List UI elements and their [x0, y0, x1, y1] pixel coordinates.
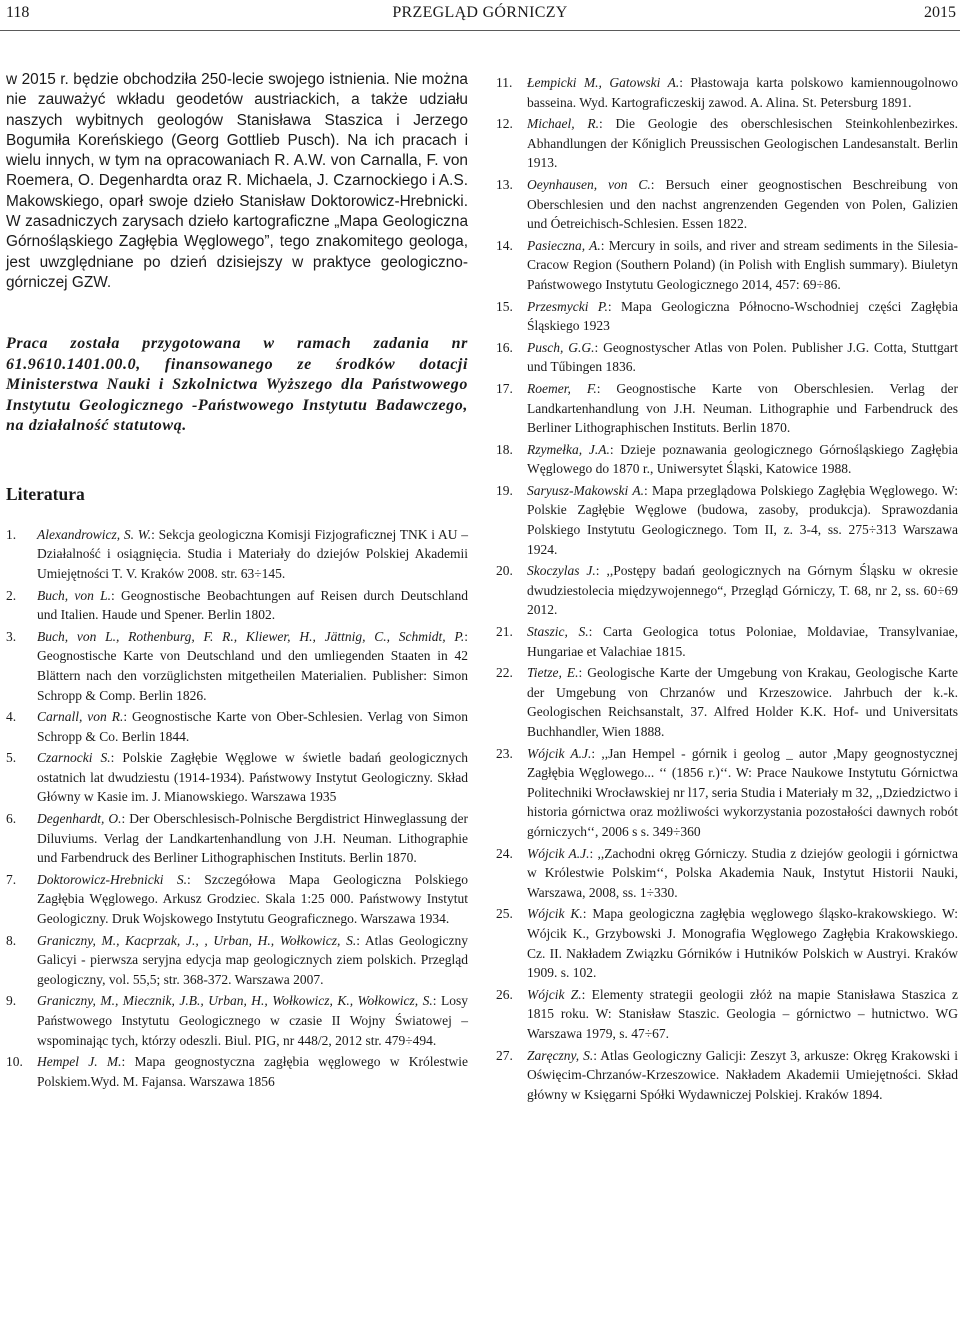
reference-text [527, 73, 958, 112]
reference-item [6, 748, 468, 807]
reference-citation: : Mapa przeglądowa Polskiego Zagłębia Węglowego. W: Polskie Zagłębie Węglowe (budowa, zasoby, produkcja). Sprawozdania Polskiego Instytutu Geologicznego. Tom II, z. 3-4, ss. 275÷313 Warszawa 1924. [527, 482, 958, 557]
reference-number: 17. [496, 380, 513, 396]
reference-item [496, 481, 958, 559]
reference-authors: Degenhardt, O. [37, 811, 122, 827]
literature-heading: Literatura [6, 483, 85, 504]
left-column [6, 70, 468, 1093]
journal-title: PRZEGLĄD GÓRNICZY [392, 4, 568, 21]
running-header [0, 2, 960, 26]
reference-list-left [6, 525, 468, 1092]
reference-citation: : ,,Jan Hempel - górnik i geolog _ autor ,Mapy geognostycznej Zagłębia Węglowego... ‘‘ (1856 r.)‘‘. W: Prace Naukowe Instytutu Górnictwa Politechniki Wrocławskiej nr l17, seria Studia i Materiały m 32, ,,Dziedzictwo i historia górnictwa oraz możliwości wykorzystania pozostałości dawnych robót górniczych‘‘, 2006 s s. 349÷360 [527, 745, 958, 839]
reference-authors: Wójcik K. [527, 906, 583, 922]
reference-item [496, 663, 958, 741]
reference-authors: Buch, von L., Rothenburg, F. R., Kliewer, H., Jättnig, C., Schmidt, P. [37, 628, 465, 644]
reference-authors: Rzymełka, J.A. [527, 441, 610, 457]
reference-citation: : Mercury in soils, and river and stream sediments in the Silesia-Cracow Region (Southern Poland) (in Polish with English summary). Biuletyn Państwowego Instytutu Geologicznego 2014, 457: 69÷86. [527, 237, 958, 292]
reference-number: 8. [6, 932, 17, 948]
reference-text [527, 744, 958, 842]
reference-number: 16. [496, 339, 513, 355]
reference-item [496, 297, 958, 336]
reference-number: 21. [496, 624, 513, 640]
reference-text [37, 707, 468, 746]
reference-text [527, 297, 958, 336]
reference-citation: : Mapa geognostyczna zagłębia węglowego w Królestwie Polskiem.Wyd. M. Fajansa. Warszawa 1856 [37, 1054, 468, 1089]
reference-authors: Doktorowicz-Hrebnicki S. [37, 871, 188, 887]
reference-number: 20. [496, 563, 513, 579]
reference-item [496, 440, 958, 479]
reference-number: 27. [496, 1047, 513, 1063]
reference-number: 26. [496, 986, 513, 1002]
reference-text [527, 844, 958, 903]
reference-authors: Saryusz-Makowski A. [527, 482, 644, 498]
reference-number: 10. [6, 1054, 23, 1070]
reference-number: 22. [496, 665, 513, 681]
reference-authors: Zaręczny, S. [527, 1047, 594, 1063]
reference-authors: Hempel J. M. [37, 1054, 122, 1070]
reference-item [6, 931, 468, 990]
reference-text [37, 991, 468, 1050]
reference-item [496, 338, 958, 377]
reference-citation: : Carta Geologica totus Poloniae, Moldaviae, Transylvaniae, Hungariae et Valachiae 1815. [527, 624, 958, 659]
reference-citation: : Geognostische Beobachtungen auf Reisen durch Deutschland und Italien. Haude und Spener. Berlin 1802. [37, 587, 468, 623]
reference-citation: : Der Oberschlesisch-Polnische Bergdistrict Hinweglassung der Diluviums. Verlag der Landkartenhandlung von J.H. Neuman. Lithographie und Farbendruck des Berliner Lithographischen Instituts. Berlin 1870. [37, 811, 468, 866]
reference-text [37, 1052, 468, 1091]
reference-text [527, 440, 958, 479]
reference-text [527, 561, 958, 620]
reference-number: 12. [496, 116, 513, 132]
reference-text [37, 809, 468, 868]
reference-text [527, 904, 958, 982]
reference-citation: : Elementy strategii geologii złóż na mapie Stanisława Staszica z 1815 roku. W: Stanisław Staszic. Geologia – górnictwo – hutnictwo. WG Warszawa 1979, s. 47÷67. [527, 986, 958, 1041]
reference-item [496, 904, 958, 982]
reference-item [496, 114, 958, 173]
reference-item [496, 175, 958, 234]
reference-number: 19. [496, 482, 513, 498]
reference-authors: Roemer, F. [527, 380, 597, 396]
reference-number: 25. [496, 906, 513, 922]
reference-text [527, 1046, 958, 1105]
reference-text [527, 236, 958, 295]
reference-number: 1. [6, 526, 17, 542]
reference-citation: : Geognostische Karte von Ober-Schlesien. Verlag von Simon Schropp & Co. Berlin 1844. [37, 709, 468, 744]
reference-authors: Wójcik A.J. [527, 845, 590, 861]
reference-item [6, 627, 468, 705]
reference-text [527, 663, 958, 741]
intro-paragraph: w 2015 r. będzie obchodziła 250-lecie swojego istnienia. Nie można nie zauważyć wkładu geodetów austriackich, a także udziału naszych wybitnych geologów Stanisława Staszica i Jerzego Bogumiła Koreńskiego (Georg Gottlieb Pusch). Na ich pracach i wielu innych, w tym na opracowaniach R. A.W. von Carnalla, F. von Roemera, O. Degenhardta oraz R. Michaela, J. Czarnockiego i A.S. Makowskiego, oparł swoje dzieło Stanisław Doktorowicz-Hrebnicki. W zasadniczych zarysach dzieło kartograficzne „Mapa Geologiczna Górnośląskiego Zagłębia Węglowego”, tego znakomitego geologa, jest uwzględniane po dzień dzisiejszy w praktyce geologiczno-górniczej GZW. [6, 71, 468, 291]
reference-citation: : Płastowaja karta polskowo kamiennougolnowo basseina. Wyd. Kartograficzeskij zawod. A. Alina. St. Petersburg 1891. [527, 75, 958, 110]
reference-authors: Staszic, S. [527, 624, 589, 640]
reference-authors: Oeynhausen, von C. [527, 176, 651, 192]
reference-number: 11. [496, 75, 513, 90]
reference-text [37, 931, 468, 990]
reference-item [6, 707, 468, 746]
reference-authors: Buch, von L. [37, 587, 112, 603]
reference-item [6, 809, 468, 868]
reference-authors: Przesmycki P. [527, 298, 608, 314]
reference-citation: : Geologische Karte der Umgebung von Krakau, Geologische Karte der Umgebung von Chrzanów und Krzeszowice. Jahrbuch der k.-k. Geologischen Reichsanstalt, 37. Alfred Holder K.K. Hof- und Universitats Buchhandler, Wien 1888. [527, 665, 958, 739]
reference-citation: : ,,Postępy badań geologicznych na Górnym Śląsku w okresie dwudziestolecia międzywojennego“, Przegląd Górniczy, T. 68, nr 2, ss. 60÷69 2012. [527, 563, 958, 618]
reference-citation: : Szczegółowa Mapa Geologiczna Polskiego Zagłębia Węglowego. Arkusz Grodziec. Skala 1:25 000. Państwowy Instytut Geologiczny. Druk Wojskowego Instytutu Geograficznego. Warszawa 1934. [37, 871, 468, 927]
reference-text [527, 622, 958, 661]
reference-authors: Graniczny, M., Miecznik, J.B., Urban, H., Wołkowicz, K., Wołkowicz, S. [37, 993, 433, 1009]
reference-item [6, 870, 468, 929]
reference-item [6, 1052, 468, 1091]
reference-number: 5. [6, 750, 17, 766]
reference-authors: Alexandrowicz, S. W. [37, 526, 152, 542]
reference-authors: Pusch, G.G. [527, 339, 595, 355]
reference-text [37, 627, 468, 705]
reference-citation: : Atlas Geologiczny Galicji: Zeszyt 3, arkusze: Okręg Krakowski i Oświęcim-Chrzanów-Krzeszowice. Nakładem Akademii Umiejętności. Skład główny w Księgarni Spółki Wydawniczej Polskiej. Kraków 1894. [527, 1047, 959, 1102]
reference-text [37, 586, 468, 625]
reference-authors: Carnall, von R. [37, 709, 124, 725]
reference-text [37, 870, 468, 929]
reference-citation: : ,,Zachodni okręg Górniczy. Studia z dziejów geologii i górnictwa w Królestwie Polskim‘‘, Polska Akademia Nauk, Instytut Historii Nauki, Warszawa, 2008, ss. 1÷330. [527, 845, 958, 900]
reference-authors: Graniczny, M., Kacprzak, J., , Urban, H., Wołkowicz, S. [37, 932, 357, 948]
reference-authors: Skoczylas J. [527, 563, 596, 579]
reference-citation: : Polskie Zagłębie Węglowe w świetle badań geologicznych ostatnich lat dwudziestu (1914-1934). Państwowy Instytut Geologiczny. Skład Główny w Kasie im. J. Mianowskiego. Warszawa 1935 [37, 750, 469, 805]
reference-item [496, 236, 958, 295]
reference-item [496, 379, 958, 438]
reference-text [527, 114, 958, 173]
reference-number: 18. [496, 441, 513, 457]
reference-number: 4. [6, 709, 17, 725]
reference-number: 23. [496, 745, 513, 761]
reference-item [496, 744, 958, 842]
reference-item [6, 586, 468, 625]
reference-item [496, 1046, 958, 1105]
reference-number: 2. [6, 587, 17, 603]
reference-number: 24. [496, 845, 513, 861]
reference-citation: : Atlas Geologiczny Galicyi - pierwsza seryjna edycja map geologicznych ziem polskich. Przegląd geologiczny, vol. 55,5; str. 368-372. Warszawa 2007. [37, 932, 469, 987]
reference-citation: : Mapa Geologiczna Północno-Wschodniej części Zagłębia Śląskiego 1923 [527, 298, 958, 334]
reference-authors: Czarnocki S. [37, 750, 111, 766]
reference-text [37, 525, 468, 584]
header-rule [0, 30, 960, 31]
reference-number: 6. [6, 811, 17, 827]
reference-item [496, 622, 958, 661]
reference-authors: Łempicki M., Gatowski A. [527, 75, 680, 90]
reference-authors: Wójcik Z. [527, 986, 582, 1002]
reference-citation: : Geognostische Karte von Deutschland und den umliegenden Staaten in 42 Blättern nach den vorzüglichsten mitgetheilen Materialien. Publisher: Simon Schropp & Comp. Berlin 1826. [37, 628, 468, 703]
reference-text [527, 481, 958, 559]
funding-note: Praca została przygotowana w ramach zadania nr 61.9610.1401.00.0, finansowanego ze środków dotacji Ministerstwa Nauki i Szkolnictwa Wyższego dla Państwowego Instytutu Geologicznego -Państwowego Instytutu Badawczego, na działalność statutową. [6, 335, 468, 435]
reference-item [6, 991, 468, 1050]
reference-number: 15. [496, 298, 513, 314]
reference-item [6, 525, 468, 584]
reference-number: 7. [6, 871, 17, 887]
reference-citation: : Sekcja geologiczna Komisji Fizjograficznej TNK i AU – Działalność i osiągnięcia. Studia i Materiały do dziejów Polskiej Akademii Umiejętności T. V. Kraków 2008. str. 63÷145. [37, 526, 468, 581]
reference-text [527, 379, 958, 438]
reference-citation: : Die Geologie des oberschlesischen Steinkohlenbezirkes. Abhandlungen der Kőniglich Preussischen Geologischen Landesanstalt. Berlin 1913. [527, 116, 958, 171]
reference-item [496, 844, 958, 903]
reference-number: 3. [6, 628, 17, 644]
reference-number: 9. [6, 993, 17, 1009]
reference-number: 14. [496, 237, 513, 253]
right-column [496, 70, 958, 1106]
reference-authors: Michael, R. [527, 116, 600, 132]
issue-year: 2015 [924, 4, 956, 21]
reference-authors: Wójcik A.J. [527, 745, 592, 761]
reference-list-right [496, 73, 958, 1104]
reference-citation: : Losy Państwowego Instytutu Geologicznego w czasie II Wojny Światowej – wspominając tych, którzy odeszli. Biul. PIG, nr 448/2, 2012 str. 479÷494. [37, 993, 468, 1048]
reference-citation: : Bersuch einer geognostischen Beschreibung von Oberschlesien und den nachst angrenzenden Gegenden von Polen, Galizien und Óetreichisch-Schlesien. Essen 1822. [527, 176, 959, 232]
reference-item [496, 73, 958, 112]
reference-text [527, 985, 958, 1044]
reference-item [496, 561, 958, 620]
reference-citation: : Geognostyscher Atlas von Polen. Publisher J.G. Cotta, Stuttgart und Tűbingen 1836. [527, 339, 958, 375]
reference-item [496, 985, 958, 1044]
reference-text [527, 175, 958, 234]
page-number: 118 [6, 4, 30, 21]
reference-text [37, 748, 468, 807]
reference-text [527, 338, 958, 377]
reference-citation: : Dzieje poznawania geologicznego Górnośląskiego Zagłębia Węglowego do 1870 r., Uniwersytet Śląski, Katowice 1988. [527, 441, 958, 477]
reference-citation: : Mapa geologiczna zagłębia węglowego śląsko-krakowskiego. W: Wójcik K., Grzybowski J. Monografia Węglowego Zagłębia Krakowskiego. Cz. II. Nakładem Związku Górników i Hutników Polskich w Austryi. Kraków 1909. s. 102. [527, 906, 958, 981]
reference-authors: Pasieczna, A. [527, 237, 601, 253]
reference-citation: : Geognostische Karte von Oberschlesien. Verlag der Landkartenhandlung von J.H. Neuman. Lithographie und Farbendruck des Berliner Lithographischen Instituts. Berlin 1870. [527, 380, 958, 436]
reference-number: 13. [496, 176, 513, 192]
reference-authors: Tietze, E. [527, 665, 579, 681]
